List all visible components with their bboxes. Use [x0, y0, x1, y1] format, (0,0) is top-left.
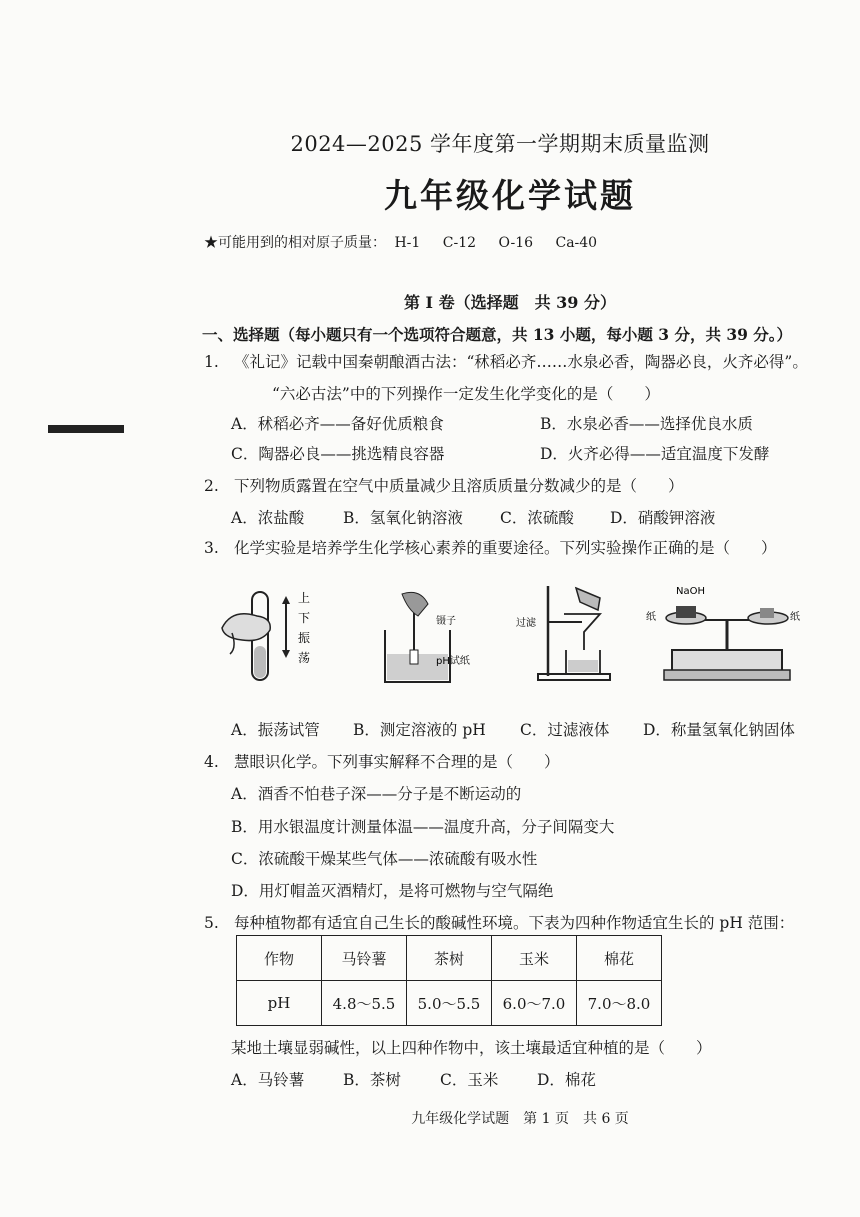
q4-option-a[interactable]: A．酒香不怕巷子深——分子是不断运动的	[231, 785, 522, 803]
atomic-mass-c: C-12	[442, 235, 477, 251]
paper-label-right: 纸	[790, 612, 800, 623]
q4-option-b[interactable]: B．用水银温度计测量体温——温度升高，分子间隔变大	[231, 818, 615, 836]
ph-paper-label: pH试纸	[436, 656, 470, 667]
atomic-mass-h: H-1	[394, 235, 421, 251]
q2-option-d[interactable]: D．硝酸钾溶液	[610, 509, 716, 527]
q2-option-a[interactable]: A．浓盐酸	[231, 509, 305, 527]
table-cell: 茶树	[407, 936, 492, 981]
filter-label: 过滤	[516, 618, 536, 629]
naoh-label: NaOH	[676, 586, 705, 597]
atomic-mass-label: ★可能用到的相对原子质量：	[204, 235, 386, 251]
shake-label-1: 上	[298, 591, 311, 605]
q4-option-c[interactable]: C．浓硫酸干燥某些气体——浓硫酸有吸水性	[231, 850, 538, 868]
q3-option-d[interactable]: D．称量氢氧化钠固体	[643, 721, 795, 739]
q2-option-b[interactable]: B．氢氧化钠溶液	[343, 509, 463, 527]
figure-filtration	[516, 580, 616, 682]
q5-option-b[interactable]: B．茶树	[343, 1071, 401, 1089]
shake-label-4: 荡	[298, 651, 311, 665]
table-cell: 6.0～7.0	[492, 981, 577, 1026]
section-heading: 一、选择题（每小题只有一个选项符合题意，共 13 小题，每小题 3 分，共 39 分。）	[202, 325, 793, 344]
q5-option-a[interactable]: A．马铃薯	[231, 1071, 305, 1089]
shake-label-2: 下	[298, 611, 311, 625]
figure-shake-test-tube	[212, 588, 322, 688]
q1-option-a[interactable]: A．秫稻必齐——备好优质粮食	[231, 415, 444, 433]
table-cell: 作物	[237, 936, 322, 981]
question-text: 《礼记》记载中国秦朝酿酒古法：“秫稻必齐……水泉必香，陶器必良，火齐必得”。	[234, 353, 808, 371]
question-number: 4.	[204, 753, 219, 771]
table-cell: 棉花	[577, 936, 662, 981]
scan-mark	[48, 425, 124, 433]
question-number: 3.	[204, 539, 219, 557]
q1-option-c[interactable]: C．陶器必良——挑选精良容器	[231, 445, 445, 463]
question-4-stem	[204, 750, 560, 772]
shake-label-3: 振	[298, 631, 311, 645]
atomic-masses	[204, 232, 615, 252]
page-footer: 九年级化学试题 第 1 页 共 6 页	[411, 1111, 629, 1127]
q1-option-b[interactable]: B．水泉必香——选择优良水质	[540, 415, 753, 433]
table-cell: 5.0～5.5	[407, 981, 492, 1026]
question-text: 慧眼识化学。下列事实解释不合理的是（ ）	[234, 753, 560, 771]
question-3-stem	[204, 536, 777, 558]
exam-subtitle: 2024—2025 学年度第一学期期末质量监测	[290, 132, 710, 156]
question-number: 5.	[204, 914, 219, 932]
question-1-stem	[204, 350, 808, 372]
part-title: 第 I 卷（选择题 共 39 分）	[403, 293, 617, 312]
figure-ph-test	[380, 590, 500, 686]
ph-table-value-row	[237, 981, 662, 1026]
table-cell: 马铃薯	[322, 936, 407, 981]
table-cell: 玉米	[492, 936, 577, 981]
question-5-stem2: 某地土壤显弱碱性，以上四种作物中，该土壤最适宜种植的是（ ）	[231, 1039, 712, 1057]
q4-option-d[interactable]: D．用灯帽盖灭酒精灯，是将可燃物与空气隔绝	[231, 882, 554, 900]
figure-balance	[644, 580, 804, 684]
table-cell: 4.8～5.5	[322, 981, 407, 1026]
question-number: 1.	[204, 353, 219, 371]
ph-table	[236, 935, 662, 1026]
table-cell: 7.0～8.0	[577, 981, 662, 1026]
q2-option-c[interactable]: C．浓硫酸	[500, 509, 574, 527]
q3-option-c[interactable]: C．过滤液体	[520, 721, 610, 739]
q5-option-d[interactable]: D．棉花	[537, 1071, 596, 1089]
question-text: 化学实验是培养学生化学核心素养的重要途径。下列实验操作正确的是（ ）	[234, 539, 777, 557]
table-cell: pH	[237, 981, 322, 1026]
question-1-stem2: “六必古法”中的下列操作一定发生化学变化的是（ ）	[272, 385, 660, 403]
atomic-mass-ca: Ca-40	[555, 235, 598, 251]
exam-title: 九年级化学试题	[384, 176, 636, 215]
paper-label-left: 纸	[646, 612, 656, 623]
q1-option-d[interactable]: D．火齐必得——适宜温度下发酵	[540, 445, 770, 463]
question-number: 2.	[204, 477, 219, 495]
question-text: 每种植物都有适宜自己生长的酸碱性环境。下表为四种作物适宜生长的 pH 范围：	[234, 914, 795, 932]
question-2-stem	[204, 474, 684, 496]
question-5-stem	[204, 911, 794, 933]
question-text: 下列物质露置在空气中质量减少且溶质质量分数减少的是（ ）	[234, 477, 684, 495]
q3-option-a[interactable]: A．振荡试管	[231, 721, 320, 739]
tweezers-label: 镊子	[436, 616, 456, 627]
ph-table-header-row	[237, 936, 662, 981]
q3-option-b[interactable]: B．测定溶液的 pH	[353, 721, 486, 739]
atomic-mass-o: O-16	[498, 235, 534, 251]
q5-option-c[interactable]: C．玉米	[440, 1071, 499, 1089]
